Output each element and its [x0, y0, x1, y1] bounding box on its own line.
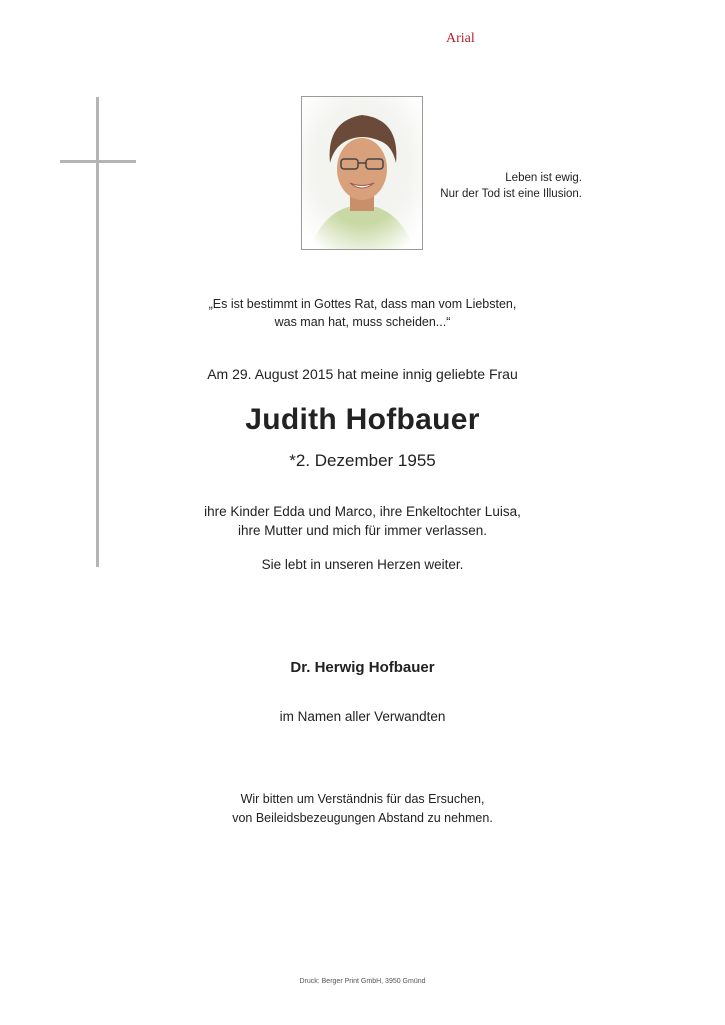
intro-text: Am 29. August 2015 hat meine innig geliebte Frau	[207, 366, 518, 382]
birth-date: *2. Dezember 1955	[289, 451, 436, 470]
body-text	[0, 502, 725, 540]
quote	[0, 295, 725, 331]
motto	[430, 170, 582, 202]
body-line: ihre Mutter und mich für immer verlassen.	[237, 523, 488, 538]
portrait-image	[302, 97, 422, 249]
portrait-photo	[301, 96, 423, 250]
body-line: ihre Kinder Edda und Marco, ihre Enkeltochter Luisa,	[204, 504, 521, 519]
on-behalf-text: im Namen aller Verwandten	[279, 709, 446, 724]
printer-credit: Druck: Berger Print GmbH, 3950 Gmünd	[299, 978, 426, 985]
signer-name: Dr. Herwig Hofbauer	[290, 659, 435, 676]
cross-icon-horizontal	[60, 160, 136, 163]
request-text	[0, 790, 725, 828]
quote-line: „Es ist bestimmt in Gottes Rat, dass man vom Liebsten,	[208, 297, 517, 311]
cross-icon-vertical	[96, 97, 99, 567]
request-line: Wir bitten um Verständnis für das Ersuchen,	[240, 792, 485, 806]
lives-on-text: Sie lebt in unseren Herzen weiter.	[261, 557, 464, 572]
deceased-name: Judith Hofbauer	[245, 403, 480, 436]
motto-line: Nur der Tod ist eine Illusion.	[440, 188, 582, 200]
request-line: von Beileidsbezeugungen Abstand zu nehmen.	[232, 811, 493, 825]
motto-line: Leben ist ewig.	[505, 172, 582, 184]
quote-line: was man hat, muss scheiden...“	[274, 315, 451, 329]
font-label: Arial	[446, 31, 475, 46]
